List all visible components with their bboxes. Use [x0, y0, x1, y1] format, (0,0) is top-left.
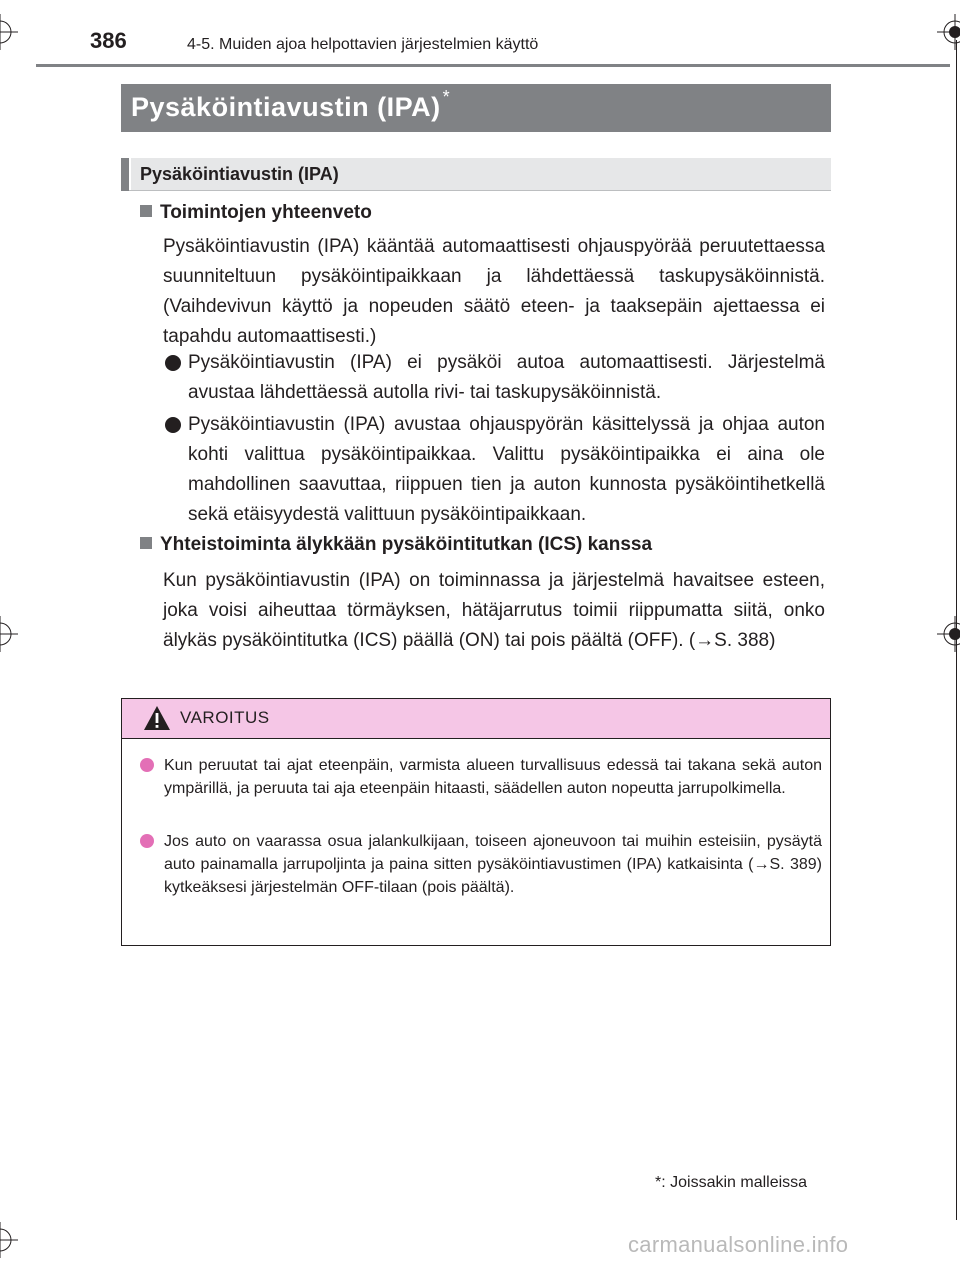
footnote — [655, 1174, 807, 1192]
square-bullet-icon — [140, 537, 152, 549]
ics-heading-text: Yhteistoiminta älykkään pysäköintitutkan (ICS) kanssa — [160, 534, 653, 555]
crop-mark-mid-left-icon — [0, 616, 18, 652]
warning-item-1: Kun peruutat tai ajat eteenpäin, varmista alueen turvallisuus edessä tai takana sekä auton ympärillä, ja peruuta tai aja eteenpäin hitaasti, säädellen auton nopeutta jarrupolkimella. — [164, 757, 822, 797]
summary-heading — [140, 202, 372, 224]
section-heading-label: Pysäköintiavustin (IPA) — [140, 164, 339, 184]
crop-mark-top-left-icon — [0, 14, 18, 50]
bullet-dot-icon — [165, 355, 181, 371]
crop-mark-bottom-left-icon — [0, 1222, 18, 1258]
summary-bullet-2: Pysäköintiavustin (IPA) avustaa ohjauspyörän käsittelyssä ja ohjaa auton kohti valittua pysäköintipaikkaa. Valittu pysäköintipaikka ei aina ole mahdollinen saavuttaa, riippuen tien ja auton kunnosta pysäköintihetkellä sekä etäisyydestä valittuun pysäköintipaikkaan. — [188, 414, 825, 525]
crop-line-right — [956, 40, 957, 1220]
footnote-asterisk: * — [655, 1174, 662, 1191]
warning-header — [122, 699, 830, 739]
page-number: 386 — [90, 28, 127, 53]
watermark: carmanualsonline.info — [628, 1232, 849, 1257]
page-title-text: Pysäköintiavustin (IPA) — [131, 92, 441, 122]
running-head: 4-5. Muiden ajoa helpottavien järjestelmien käyttö — [187, 36, 539, 53]
warning-triangle-icon — [142, 704, 172, 737]
warning-item-2: Jos auto on vaarassa osua jalankulkijaan, toiseen ajoneuvoon tai muihin esteisiin, pysäytä auto painamalla jarrupoljinta ja paina sitten pysäköintiavustimen (IPA) katkaisinta (→S. 389) kytkeäksesi järjestelmän OFF-tilaan (pois päältä). — [164, 833, 822, 896]
title-asterisk: * — [442, 87, 451, 107]
bullet-dot-icon — [165, 417, 181, 433]
warning-box — [121, 698, 831, 946]
header-rule — [36, 64, 950, 67]
summary-bullet-1: Pysäköintiavustin (IPA) ei pysäköi autoa automaattisesti. Järjestelmä avustaa lähdettäessä autolla rivi- tai taskupysäköinnistä. — [188, 352, 825, 403]
summary-heading-text: Toimintojen yhteenveto — [160, 202, 372, 223]
warning-bullet-icon — [140, 834, 154, 848]
warning-bullet-icon — [140, 758, 154, 772]
ics-body: Kun pysäköintiavustin (IPA) on toiminnassa ja järjestelmä havaitsee esteen, joka voisi aiheuttaa törmäyksen, hätäjarrutus toimii riippumatta siitä, onko älykäs pysäköintitutka (ICS) päällä (ON) tai pois päältä (OFF). (→S. 388) — [163, 570, 825, 651]
page-title — [121, 84, 831, 132]
warning-label: VAROITUS — [180, 708, 270, 727]
footnote-text: : Joissakin malleissa — [661, 1174, 808, 1191]
section-heading-tab — [121, 158, 129, 191]
ics-heading — [140, 534, 652, 556]
summary-body: Pysäköintiavustin (IPA) kääntää automaattisesti ohjauspyörää peruutettaessa suunniteltuun pysäköintipaikkaan ja lähdettäessä taskupysäköinnistä. (Vaihdevivun käyttö ja nopeuden säätö eteen- ja taaksepäin ajettaessa ei tapahdu automaattisesti.) — [163, 236, 825, 347]
square-bullet-icon — [140, 205, 152, 217]
section-heading — [121, 158, 831, 191]
